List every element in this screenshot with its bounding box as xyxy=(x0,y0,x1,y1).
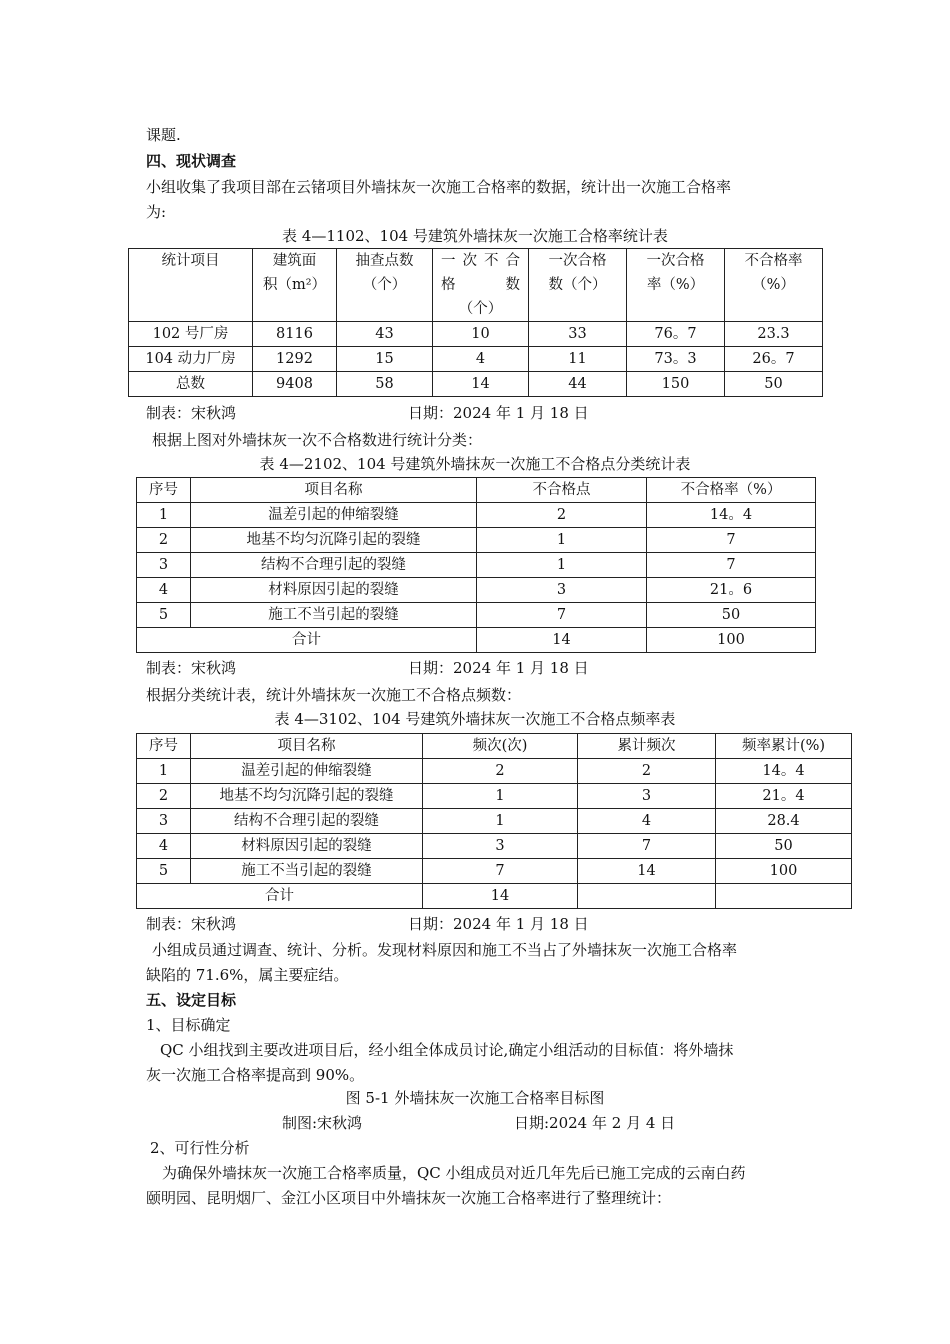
table-row xyxy=(137,759,852,784)
table-cell: 施工不当引起的裂缝 xyxy=(191,603,477,628)
table-1-header-cell xyxy=(725,249,823,322)
feasibility-line-1: 为确保外墙抹灰一次施工合格率质量，QC 小组成员对近几年先后已施工完成的云南白药 xyxy=(162,1164,746,1182)
table-cell: 2 xyxy=(578,759,716,784)
table-cell: 28.4 xyxy=(716,809,852,834)
table-total-row xyxy=(137,628,816,653)
table-1-header-cell xyxy=(529,249,627,322)
table-cell: 温差引起的伸缩裂缝 xyxy=(191,759,423,784)
header-cell: 频率累计(%) xyxy=(716,734,852,759)
table-cell: 地基不均匀沉降引起的裂缝 xyxy=(191,528,477,553)
table-cell: 结构不合理引起的裂缝 xyxy=(191,553,477,578)
header-text: 数（个） xyxy=(548,277,607,293)
table-cell: 1 xyxy=(423,809,578,834)
table-cell: 1 xyxy=(423,784,578,809)
table-cell: 44 xyxy=(529,372,627,397)
table-cell: 5 xyxy=(137,859,191,884)
table-3-maker: 制表：宋秋鸿 xyxy=(146,915,237,933)
table-2-caption: 表 4—2102、104 号建筑外墙抹灰一次施工不合格点分类统计表 xyxy=(259,455,691,473)
table-cell: 材料原因引起的裂缝 xyxy=(191,834,423,859)
table-cell: 7 xyxy=(578,834,716,859)
table-cell: 76。7 xyxy=(627,322,725,347)
table-cell: 结构不合理引起的裂缝 xyxy=(191,809,423,834)
table-cell: 14 xyxy=(578,859,716,884)
table-cell: 施工不当引起的裂缝 xyxy=(191,859,423,884)
table-cell: 100 xyxy=(716,859,852,884)
section-5-heading: 五、设定目标 xyxy=(146,991,237,1009)
table-cell: 7 xyxy=(477,603,647,628)
header-text: 格 数 xyxy=(441,277,520,293)
table-1-maker: 制表：宋秋鸿 xyxy=(146,404,237,422)
table-cell: 7 xyxy=(423,859,578,884)
table-cell: 2 xyxy=(477,503,647,528)
table-total-row xyxy=(137,884,852,909)
table-cell: 14 xyxy=(433,372,529,397)
header-cell: 项目名称 xyxy=(191,734,423,759)
table-cell: 8116 xyxy=(253,322,337,347)
table-cell: 2 xyxy=(423,759,578,784)
table-row xyxy=(129,347,823,372)
table-row xyxy=(137,553,816,578)
analysis-line-1: 小组成员通过调查、统计、分析。发现材料原因和施工不当占了外墙抹灰一次施工合格率 xyxy=(152,941,738,959)
table-row xyxy=(137,834,852,859)
header-text: 一次不合 xyxy=(441,253,520,269)
table-cell: 7 xyxy=(647,553,816,578)
table-1-date: 日期：2024 年 1 月 18 日 xyxy=(408,404,589,422)
table-cell: 150 xyxy=(627,372,725,397)
header-text: 抽查点数 xyxy=(355,253,414,269)
section-4-paragraph-line-2: 为: xyxy=(146,203,167,221)
header-text: 率（%） xyxy=(646,277,705,293)
table-cell: 14。4 xyxy=(647,503,816,528)
table-row xyxy=(129,372,823,397)
table-cell: 1 xyxy=(137,503,191,528)
table-cell: 9408 xyxy=(253,372,337,397)
table-cell: 21。4 xyxy=(716,784,852,809)
table-1-header-cell xyxy=(129,249,253,322)
table-1 xyxy=(128,248,823,397)
header-text: 建筑面 xyxy=(272,253,317,269)
figure-date: 日期:2024 年 2 月 4 日 xyxy=(514,1114,676,1132)
table-cell xyxy=(716,884,852,909)
header-cell: 不合格率（%） xyxy=(647,478,816,503)
header-text: 一次合格 xyxy=(646,253,705,269)
table-cell: 104 动力厂房 xyxy=(129,347,253,372)
header-cell: 项目名称 xyxy=(191,478,477,503)
table-cell: 10 xyxy=(433,322,529,347)
frequency-intro: 根据分类统计表，统计外墙抹灰一次施工不合格点频数： xyxy=(146,686,522,704)
table-1-caption: 表 4—1102、104 号建筑外墙抹灰一次施工合格率统计表 xyxy=(282,227,668,245)
header-text: （个） xyxy=(458,301,503,317)
table-cell: 14 xyxy=(477,628,647,653)
table-cell: 14。4 xyxy=(716,759,852,784)
header-text: 积（m²） xyxy=(262,277,327,293)
header-text: 统计项目 xyxy=(161,253,220,269)
header-cell: 累计频次 xyxy=(578,734,716,759)
table-row xyxy=(137,603,816,628)
table-1-header-cell xyxy=(253,249,337,322)
subsection-1-heading: 1、目标确定 xyxy=(146,1016,231,1034)
header-text: （%） xyxy=(752,277,795,293)
table-cell: 总数 xyxy=(129,372,253,397)
analysis-line-2: 缺陷的 71.6%，属主要症结。 xyxy=(146,966,349,984)
table-1-header-cell xyxy=(337,249,433,322)
table-row xyxy=(137,578,816,603)
table-cell: 23.3 xyxy=(725,322,823,347)
table-1-header-row xyxy=(129,249,823,322)
table-cell: 15 xyxy=(337,347,433,372)
figure-maker: 制图:宋秋鸿 xyxy=(282,1114,363,1132)
table-cell: 1 xyxy=(477,553,647,578)
table-3-date: 日期：2024 年 1 月 18 日 xyxy=(408,915,589,933)
table-cell: 33 xyxy=(529,322,627,347)
table-2-maker: 制表：宋秋鸿 xyxy=(146,659,237,677)
table-cell: 3 xyxy=(137,809,191,834)
section-4-heading: 四、现状调查 xyxy=(146,152,237,170)
table-2 xyxy=(136,477,816,653)
subsection-2-heading: 2、可行性分析 xyxy=(150,1139,250,1157)
table-1-header-cell xyxy=(433,249,529,322)
table-cell: 3 xyxy=(137,553,191,578)
table-cell: 11 xyxy=(529,347,627,372)
goal-line-1: QC 小组找到主要改进项目后，经小组全体成员讨论,确定小组活动的目标值：将外墙抹 xyxy=(160,1041,734,1059)
table-2-date: 日期：2024 年 1 月 18 日 xyxy=(408,659,589,677)
header-cell: 不合格点 xyxy=(477,478,647,503)
table-3-header-row xyxy=(137,734,852,759)
table-row xyxy=(137,503,816,528)
table-cell: 58 xyxy=(337,372,433,397)
table-cell: 14 xyxy=(423,884,578,909)
table-cell: 4 xyxy=(137,834,191,859)
table-cell: 50 xyxy=(647,603,816,628)
table-cell: 2 xyxy=(137,784,191,809)
table-cell: 1 xyxy=(137,759,191,784)
table-1-header-cell xyxy=(627,249,725,322)
table-cell: 21。6 xyxy=(647,578,816,603)
header-cell: 频次(次) xyxy=(423,734,578,759)
table-cell: 5 xyxy=(137,603,191,628)
header-text: 一次合格 xyxy=(548,253,607,269)
table-cell: 2 xyxy=(137,528,191,553)
table-cell: 3 xyxy=(578,784,716,809)
table-3-caption: 表 4—3102、104 号建筑外墙抹灰一次施工不合格点频率表 xyxy=(274,710,676,728)
intro-line: 课题. xyxy=(146,126,181,144)
classify-intro: 根据上图对外墙抹灰一次不合格数进行统计分类： xyxy=(152,431,483,449)
table-cell: 102 号厂房 xyxy=(129,322,253,347)
table-cell: 73。3 xyxy=(627,347,725,372)
table-row xyxy=(129,322,823,347)
table-cell: 50 xyxy=(725,372,823,397)
table-cell: 50 xyxy=(716,834,852,859)
section-4-paragraph-line-1: 小组收集了我项目部在云锗项目外墙抹灰一次施工合格率的数据，统计出一次施工合格率 xyxy=(146,178,732,196)
table-row xyxy=(137,859,852,884)
table-cell: 4 xyxy=(137,578,191,603)
table-cell: 材料原因引起的裂缝 xyxy=(191,578,477,603)
table-row xyxy=(137,528,816,553)
table-cell xyxy=(578,884,716,909)
table-cell: 温差引起的伸缩裂缝 xyxy=(191,503,477,528)
table-cell: 3 xyxy=(477,578,647,603)
table-cell: 地基不均匀沉降引起的裂缝 xyxy=(191,784,423,809)
table-cell: 1292 xyxy=(253,347,337,372)
total-label: 合计 xyxy=(137,884,423,909)
header-cell: 序号 xyxy=(137,734,191,759)
table-cell: 26。7 xyxy=(725,347,823,372)
table-row xyxy=(137,784,852,809)
goal-line-2: 灰一次施工合格率提高到 90%。 xyxy=(146,1066,365,1084)
table-cell: 7 xyxy=(647,528,816,553)
table-3 xyxy=(136,733,852,909)
table-cell: 43 xyxy=(337,322,433,347)
table-2-header-row xyxy=(137,478,816,503)
header-text: （个） xyxy=(362,277,407,293)
feasibility-line-2: 颐明园、昆明烟厂、金江小区项目中外墙抹灰一次施工合格率进行了整理统计： xyxy=(146,1189,672,1207)
table-cell: 4 xyxy=(578,809,716,834)
table-cell: 3 xyxy=(423,834,578,859)
header-text: 不合格率 xyxy=(744,253,803,269)
table-row xyxy=(137,809,852,834)
figure-caption: 图 5-1 外墙抹灰一次施工合格率目标图 xyxy=(345,1089,605,1107)
table-cell: 4 xyxy=(433,347,529,372)
table-cell: 1 xyxy=(477,528,647,553)
header-cell: 序号 xyxy=(137,478,191,503)
table-cell: 100 xyxy=(647,628,816,653)
total-label: 合计 xyxy=(137,628,477,653)
